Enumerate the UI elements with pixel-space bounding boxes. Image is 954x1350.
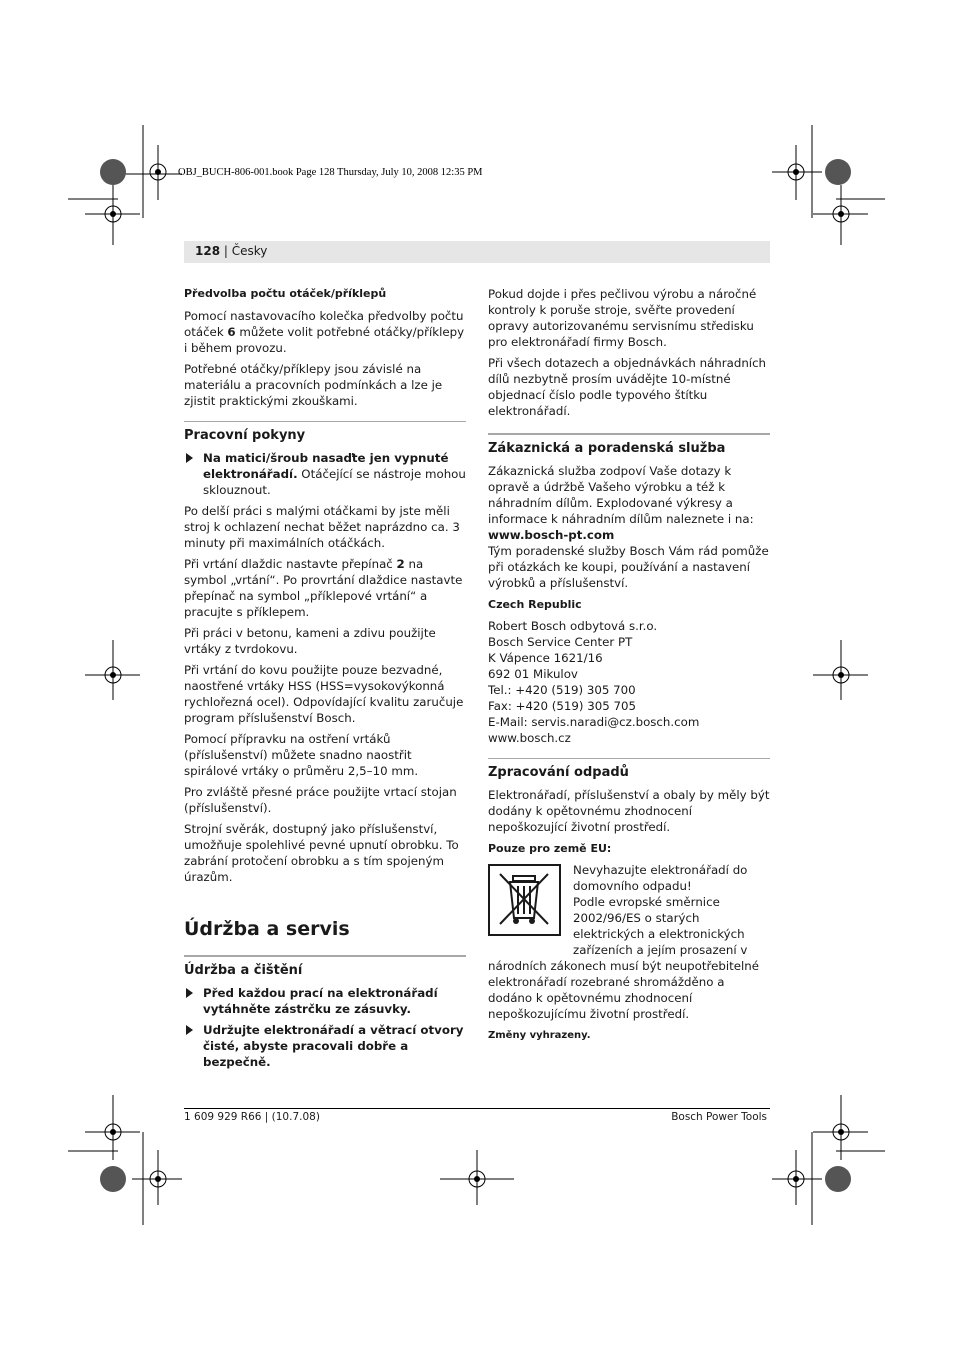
working-advice-heading: Pracovní pokyny: [184, 421, 466, 444]
footer-document-number: 1 609 929 R66 | (10.7.08): [184, 1111, 320, 1123]
maintenance-title: Údržba a servis: [184, 918, 350, 940]
bosch-url[interactable]: www.bosch-pt.com: [488, 528, 615, 542]
crossed-bin-icon: [488, 864, 561, 936]
page-header: [195, 244, 267, 258]
speed-preselection-heading: Předvolba počtu otáček/příklepů: [184, 287, 387, 300]
paragraph: Při vrtání do kovu použijte pouze bezvadné, naostřené vrtáky HSS (HSS=vysokovýkonná rychlořezná ocel). Odpovídající kvalitu zaručuje program příslušenství Bosch.: [184, 663, 464, 725]
paragraph: Při vrtání dlaždic nastavte přepínač 2 na symbol „vrtání“. Po provrtání dlaždice nastavte přepínač na symbol „příklepové vrtání“ a pracujte s příklepem.: [184, 557, 463, 619]
paragraph: Při práci v betonu, kameni a zdivu použijte vrtáky z tvrdokovu.: [184, 626, 436, 656]
footer-rule: [184, 1108, 770, 1109]
header-language: Česky: [231, 244, 268, 258]
weee-block: [488, 862, 770, 958]
address-block: Robert Bosch odbytová s.r.o. Bosch Service Center PT K Vápence 1621/16 692 01 Mikulov Tel.: +420 (519) 305 700 Fax: +420 (519) 305 705 E-Mail: servis.naradi@cz.bosch.com www.bosch.cz: [488, 618, 770, 746]
left-column: [184, 286, 466, 1075]
paragraph: Strojní svěrák, dostupný jako příslušenství, umožňuje spolehlivé pevné upnutí obrobku. To zabrání protočení obrobku a s tím spojeným úrazům.: [184, 822, 459, 884]
paragraph: národních zákonech musí být neupotřebitelné elektronářadí rozebrané shromážděno a dodáno k opětovnému zhodnocení nepoškozujícímu životní prostředí.: [488, 959, 760, 1021]
header-bar: [184, 241, 770, 263]
website-link[interactable]: www.bosch.cz: [488, 731, 571, 745]
warning-bullet: Na matici/šroub nasaďte jen vypnuté elektronářadí. Otáčející se nástroje mohou sklouznout.: [184, 450, 466, 498]
bullet-arrow-icon: [186, 453, 193, 463]
cleaning-heading: Údržba a čištění: [184, 955, 466, 979]
footer-brand: Bosch Power Tools: [671, 1111, 767, 1123]
paragraph: Pomocí nastavovacího kolečka předvolby počtu otáček 6 můžete volit potřebné otáčky/příklepy i během provozu.: [184, 309, 465, 355]
paragraph: Pomocí přípravku na ostření vrtáků (příslušenství) můžete snadno naostřit spirálové vrtáky o průměru 2,5–10 mm.: [184, 732, 419, 778]
email-link[interactable]: E-Mail: servis.naradi@cz.bosch.com: [488, 715, 700, 729]
disposal-heading: Zpracování odpadů: [488, 758, 770, 781]
paragraph: Tým poradenské služby Bosch Vám rád pomůže při otázkách ke koupi, používání a nastavení výrobků a příslušenství.: [488, 544, 769, 590]
paragraph: Zákaznická služba zodpoví Vaše dotazy k opravě a údržbě Vašeho výrobku a též k náhradním dílům. Explodované výkresy a informace k náhradním dílům naleznete i na: www.bosch-pt.com: [488, 464, 754, 542]
weee-text: Nevyhazujte elektronářadí do domovního odpadu! Podle evropské směrnice 2002/96/ES o starých elektrických a elektronických zařízeních a jejím prosazení v: [573, 863, 748, 957]
bullet-arrow-icon: [186, 988, 193, 998]
right-column: [488, 286, 770, 1044]
print-slug: OBJ_BUCH-806-001.book Page 128 Thursday, July 10, 2008 12:35 PM: [178, 167, 483, 178]
warning-bullet: Před každou prací na elektronářadí vytáhněte zástrčku ze zásuvky.: [184, 985, 466, 1017]
page-number: 128: [195, 244, 221, 258]
country-heading: Czech Republic: [488, 598, 582, 611]
paragraph: Při všech dotazech a objednávkách náhradních dílů nezbytně prosím uvádějte 10-místné objednací číslo podle typového štítku elektronářadí.: [488, 356, 767, 418]
eu-only-heading: Pouze pro země EU:: [488, 842, 612, 855]
paragraph: Potřebné otáčky/příklepy jsou závislé na materiálu a pracovních podmínkách a lze je zjistit praktickými zkouškami.: [184, 362, 443, 408]
warning-bullet: Udržujte elektronářadí a větrací otvory čisté, abyste pracovali dobře a bezpečně.: [184, 1022, 466, 1070]
paragraph: Pro zvláště přesné práce použijte vrtací stojan (příslušenství).: [184, 785, 457, 815]
paragraph: Pokud dojde i přes pečlivou výrobu a náročné kontroly k poruše stroje, svěřte provedení opravy autorizovanému servisnímu středisku pro elektronářadí firmy Bosch.: [488, 287, 757, 349]
customer-service-heading: Zákaznická a poradenská služba: [488, 433, 770, 457]
header-separator: |: [220, 244, 232, 258]
paragraph: Elektronářadí, příslušenství a obaly by měly být dodány k opětovnému zhodnocení nepoškozující životní prostředí.: [488, 788, 770, 834]
changes-reserved: Změny vyhrazeny.: [488, 1030, 591, 1041]
paragraph: Po delší práci s malými otáčkami by jste měli stroj k ochlazení nechat běžet naprázdno ca. 3 minuty při maximálních otáčkách.: [184, 504, 460, 550]
bullet-arrow-icon: [186, 1025, 193, 1035]
